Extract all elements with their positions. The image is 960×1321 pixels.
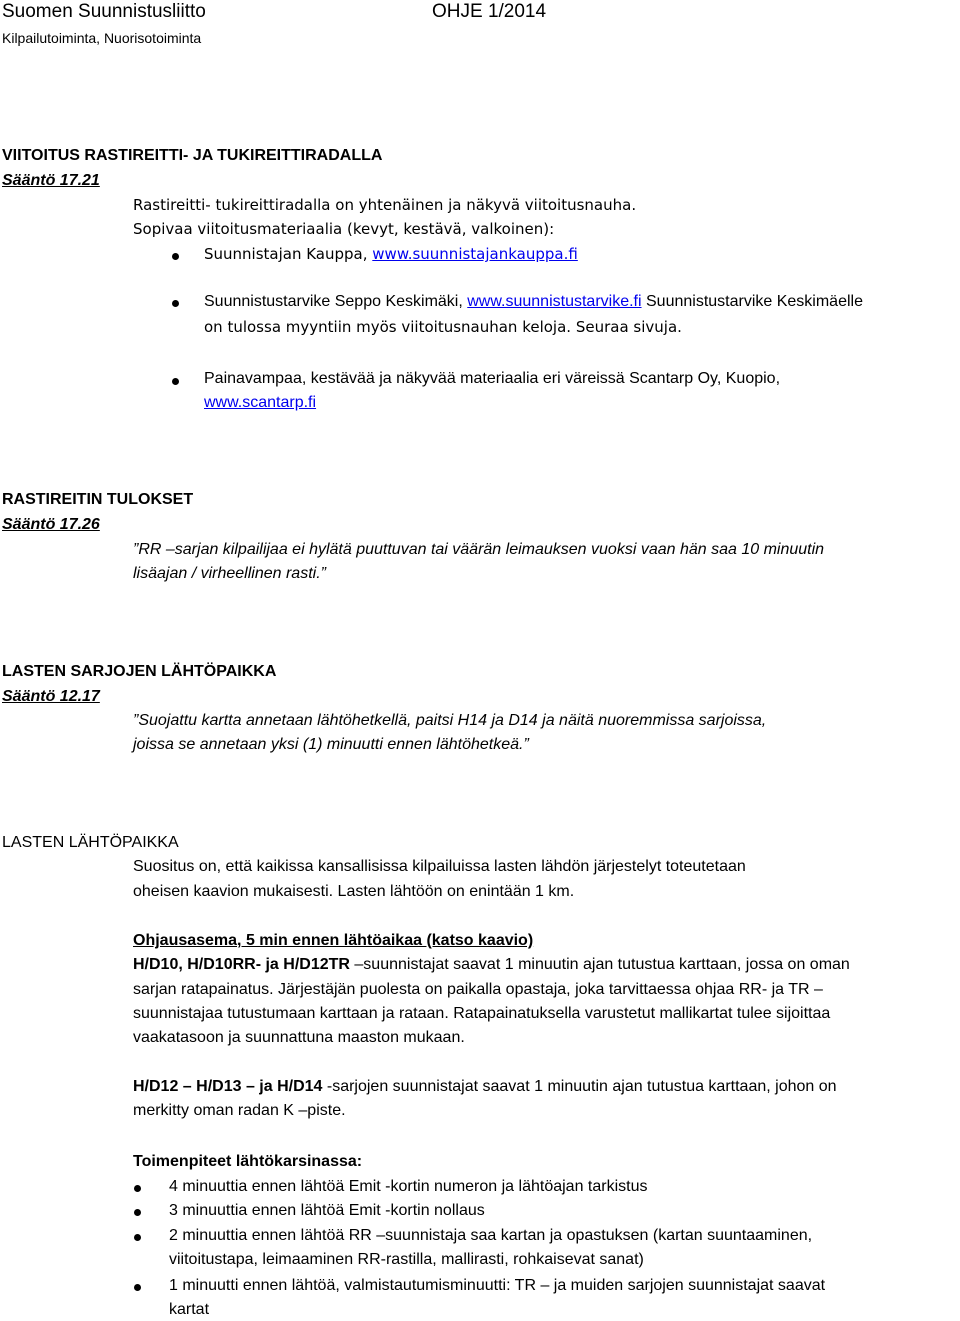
subheading-ohjausasema: Ohjausasema, 5 min ennen lähtöaikaa (katso kaavio) [133, 932, 534, 949]
header-subtitle: Kilpailutoiminta, Nuorisotoiminta [2, 30, 202, 46]
paragraph-line: oheisen kaavion mukaisesti. Lasten lähtöön on enintään 1 km. [133, 883, 575, 900]
bullet-icon [172, 253, 179, 260]
bullet-icon [134, 1284, 141, 1291]
list-item-continuation: kartat [169, 1301, 210, 1318]
list-item-text: Suunnistustarvike Seppo Keskimäki, [204, 293, 468, 310]
list-item [204, 245, 578, 263]
quote-line: ”Suojattu kartta annetaan lähtöhetkellä, paitsi H14 ja D14 ja näitä nuoremmissa sarjoissa, [133, 712, 767, 729]
section-heading-viitoitus: VIITOITUS RASTIREITTI- JA TUKIREITTIRADALLA [2, 147, 383, 164]
paragraph-text: –suunnistajat saavat 1 minuutin ajan tutustua karttaan, jossa on oman [349, 956, 850, 973]
rule-reference-17-26: Sääntö 17.26 [2, 516, 100, 533]
quote-line: ”RR –sarjan kilpailijaa ei hylätä puuttuvan tai väärän leimauksen vuoksi vaan hän saa 10 minuutin [133, 541, 825, 558]
paragraph-line: Sopivaa viitoitusmateriaalia (kevyt, kestävä, valkoinen): [133, 220, 555, 238]
list-item: 4 minuuttia ennen lähtöä Emit -kortin numeron ja lähtöajan tarkistus [169, 1178, 648, 1195]
list-item-continuation: viitoitustapa, leimaaminen RR-rastilla, mallirasti, rohkaisevat sanat) [169, 1251, 644, 1268]
link-suunnistajankauppa[interactable]: www.suunnistajankauppa.fi [372, 245, 578, 263]
paragraph-line: Rastireitti- tukireittiradalla on yhtenäinen ja näkyvä viitoitusnauha. [133, 196, 637, 214]
bullet-icon [172, 378, 179, 385]
class-list: H/D12 – H/D13 – ja H/D14 [133, 1078, 323, 1095]
class-list: H/D10, H/D10RR- ja H/D12TR [133, 956, 350, 973]
list-item: Painavampaa, kestävää ja näkyvää materiaalia eri väreissä Scantarp Oy, Kuopio, [204, 370, 781, 387]
paragraph-line [133, 1078, 837, 1096]
bullet-icon [134, 1185, 141, 1192]
rule-reference-17-21: Sääntö 17.21 [2, 172, 100, 189]
list-item: 1 minuutti ennen lähtöä, valmistautumisminuutti: TR – ja muiden sarjojen suunnistajat saavat [169, 1277, 826, 1294]
paragraph-line [133, 956, 850, 974]
organization-name: Suomen Suunnistusliitto [2, 1, 206, 22]
bullet-icon [172, 300, 179, 307]
list-item: 3 minuuttia ennen lähtöä Emit -kortin nollaus [169, 1202, 485, 1219]
paragraph-line: merkitty oman radan K –piste. [133, 1102, 346, 1119]
list-item-continuation: on tulossa myyntiin myös viitoitusnauhan keloja. Seuraa sivuja. [204, 318, 682, 336]
quote-line: lisäajan / virheellinen rasti.” [133, 565, 326, 582]
link-scantarp[interactable]: www.scantarp.fi [204, 394, 317, 411]
subheading-toimenpiteet: Toimenpiteet lähtökarsinassa: [133, 1153, 363, 1170]
list-item-text: Suunnistajan Kauppa, [204, 245, 373, 263]
list-item: 2 minuuttia ennen lähtöä RR –suunnistaja saa kartan ja opastuksen (kartan suuntaaminen, [169, 1227, 813, 1244]
list-item [204, 293, 863, 311]
bullet-icon [134, 1209, 141, 1216]
paragraph-line: suunnistajaa tutustumaan karttaan ja rataan. Ratapainatuksella varustetut mallikartat tulee sijoittaa [133, 1005, 831, 1022]
list-item-continuation [204, 394, 316, 412]
section-heading-lasten-sarjojen-lahtopaikka: LASTEN SARJOJEN LÄHTÖPAIKKA [2, 663, 277, 680]
section-heading-rastireitin-tulokset: RASTIREITIN TULOKSET [2, 491, 194, 508]
list-item-text: Suunnistustarvike Keskimäelle [641, 293, 863, 310]
bullet-icon [134, 1234, 141, 1241]
paragraph-line: vaakatasoon ja suunnattuna maaston mukaan. [133, 1029, 465, 1046]
link-suunnistustarvike[interactable]: www.suunnistustarvike.fi [467, 293, 642, 310]
paragraph-line: sarjan ratapainatus. Järjestäjän puolesta on paikalla opastaja, joka tarvittaessa ohjaa RR- ja TR – [133, 981, 823, 998]
document-number: OHJE 1/2014 [432, 1, 547, 22]
paragraph-line: Suositus on, että kaikissa kansallisissa kilpailuissa lasten lähdön järjestelyt toteutetaan [133, 858, 746, 875]
rule-reference-12-17: Sääntö 12.17 [2, 688, 100, 705]
section-heading-lasten-lahtopaikka: LASTEN LÄHTÖPAIKKA [2, 834, 179, 851]
quote-line: joissa se annetaan yksi (1) minuutti ennen lähtöhetkeä.” [133, 736, 529, 753]
paragraph-text: -sarjojen suunnistajat saavat 1 minuutin ajan tutustua karttaan, johon on [322, 1078, 837, 1095]
